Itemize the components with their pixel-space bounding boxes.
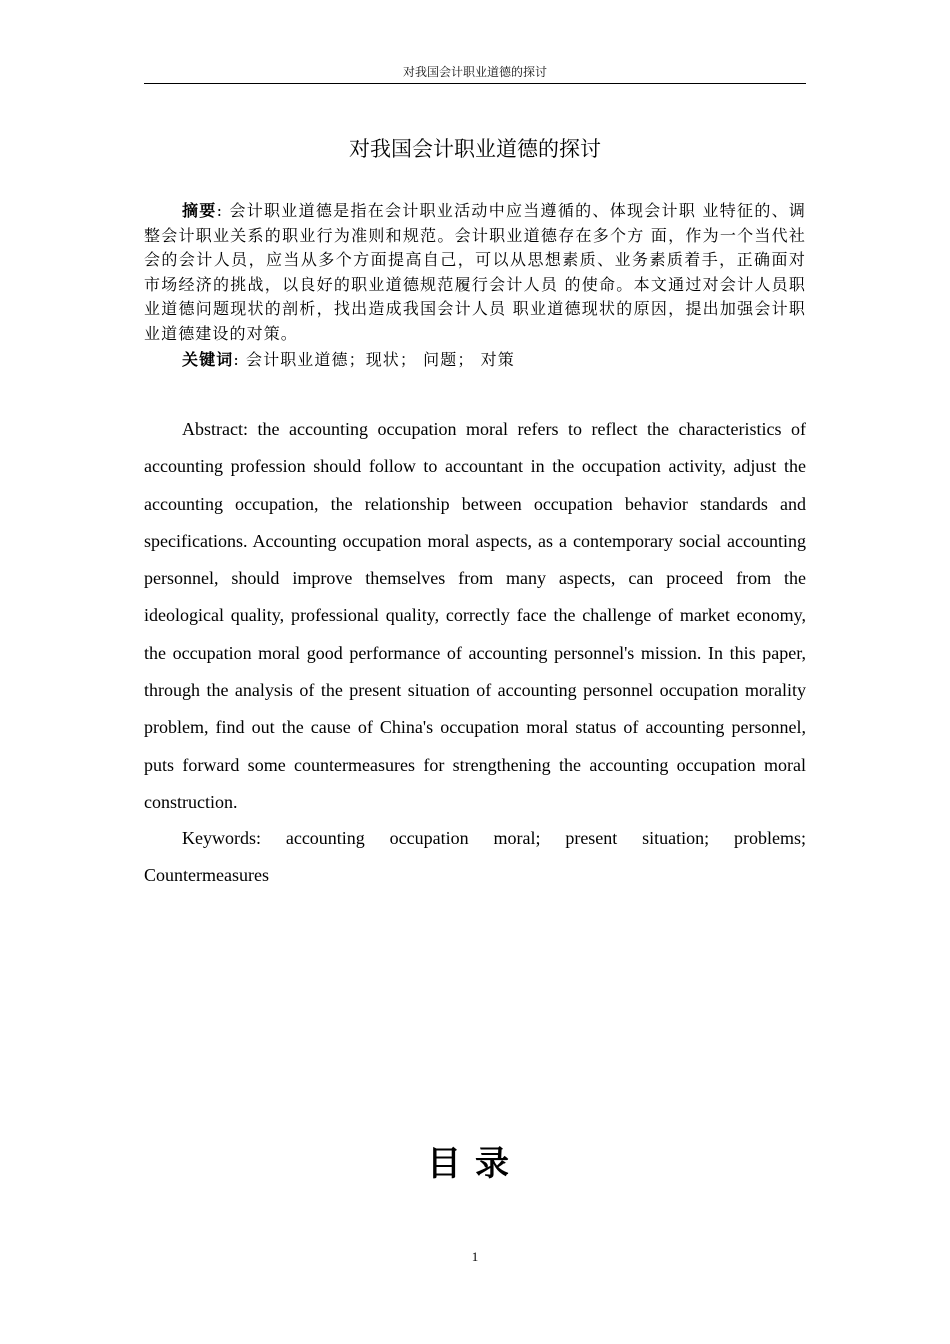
abstract-label: 摘要 <box>182 201 217 220</box>
chinese-abstract-text: 会计职业道德是指在会计职业活动中应当遵循的、体现会计职 业特征的、调整会计职业关系的职业行为准则和规范。会计职业道德存在多个方 面，作为一个当代社会的会计人员，应当从多个方面提高自己，可以从思想素质、业务素质着手，正确面对市场经济的挑战，以良好的职业道德规范履行会计人员 的使命。本文通过对会计人员职业道德问题现状的剖析，找出造成我国会计人员 职业道德现状的原因，提出加强会计职业道德建设的对策。 <box>144 201 806 343</box>
english-keywords-line2: Countermeasures <box>144 865 269 886</box>
page-number: 1 <box>471 1249 479 1264</box>
abstract-label-colon: : <box>216 201 224 220</box>
running-header: 对我国会计职业道德的探讨 <box>402 65 547 79</box>
english-abstract: Abstract: the accounting occupation moral refers to reflect the characteristics of accounting profession should follow to accountant in the occupation activity, adjust the accounting occupation, the relationship between occupation behavior standards and specifications. Accounting occupation moral aspects, as a contemporary social accounting personnel, should improve themselves from many aspects, can proceed from the ideological quality, professional quality, correctly face the challenge of market economy, the occupation moral good performance of accounting personnel's mission. In this paper, through the analysis of the present situation of accounting personnel occupation morality problem, find out the cause of China's occupation moral status of accounting personnel, puts forward some countermeasures for strengthening the accounting occupation moral construction. <box>144 419 806 812</box>
keywords-label: 关键词 <box>182 350 234 369</box>
english-keywords <box>144 820 806 895</box>
chinese-keywords-text: 会计职业道德；现状； 问题； 对策 <box>246 350 515 369</box>
english-keywords-line1: Keywords: accounting occupation moral; present situation; problems; <box>182 828 806 848</box>
chinese-keywords <box>144 348 806 373</box>
keywords-label-colon: : <box>233 350 240 369</box>
table-of-contents-title: 目录 <box>427 1144 523 1184</box>
header-rule <box>144 83 806 84</box>
document-title: 对我国会计职业道德的探讨 <box>349 137 601 161</box>
chinese-abstract <box>144 199 806 346</box>
